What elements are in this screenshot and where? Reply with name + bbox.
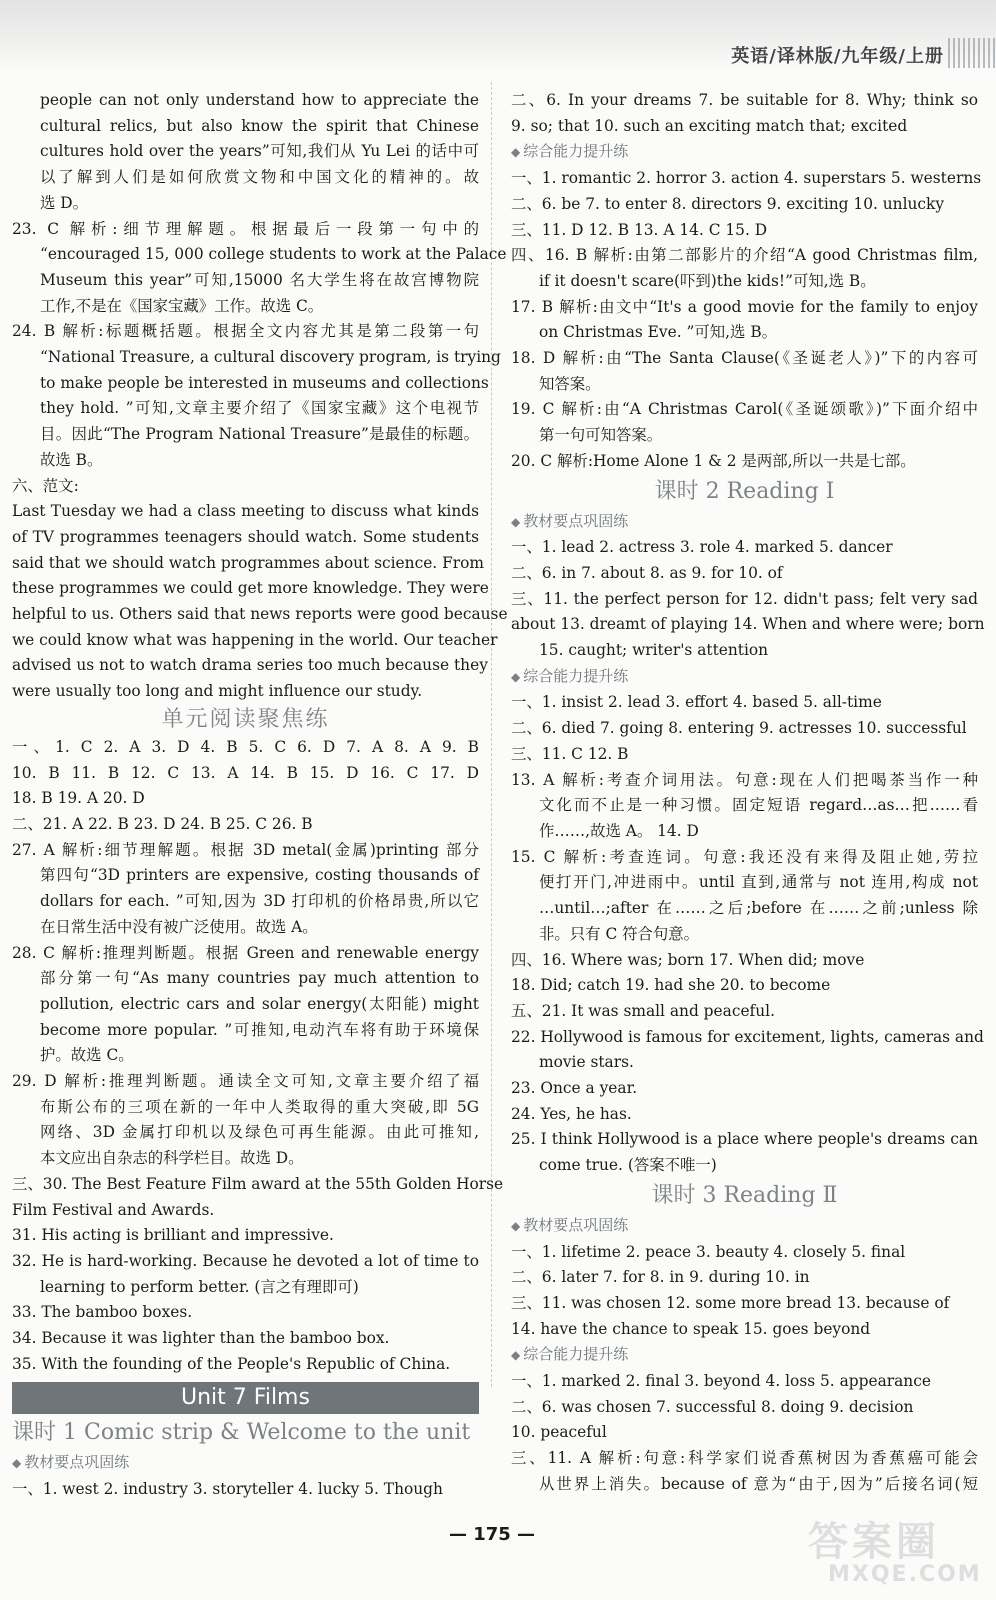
sub-heading: [511, 509, 978, 536]
unit-title-bar: Unit 7 Films: [12, 1382, 479, 1414]
text-line: “National Treasure, a cultural discovery program, is trying: [40, 348, 501, 367]
text-line: 五、21. It was small and peaceful.: [511, 1001, 775, 1020]
text-line: people can not only understand how to appreciate the: [40, 91, 479, 109]
sub-heading-label: 教材要点巩固练: [523, 511, 629, 530]
text-line: 23. C 解析:细节理解题。根据最后一段第一句中的: [12, 219, 479, 238]
sub-heading-label: 教材要点巩固练: [24, 1453, 130, 1472]
diamond-icon: ◆: [511, 514, 521, 529]
text-line: 10. peaceful: [511, 1423, 607, 1442]
text-line: 从世界上消失。because of 意为“由于,因为”后接名词(短: [539, 1474, 978, 1493]
diamond-icon: ◆: [511, 145, 521, 160]
text-line: 第一句可知答案。: [539, 426, 663, 445]
text-line: 18. D 解析:由“The Santa Clause(《圣诞老人》)”下的内容可: [511, 349, 978, 368]
answer-block-3: [12, 1477, 479, 1503]
answer-block-r4: [511, 690, 984, 1178]
text-line: pollution, electric cars and solar energy(太阳能) might: [40, 994, 479, 1013]
text-line: 一、1. insist 2. lead 3. effort 4. based 5. all-time: [511, 693, 882, 712]
text-line: 18. Did; catch 19. had she 20. to become: [511, 976, 831, 995]
text-line: 二、6. be 7. to enter 8. directors 9. exciting 10. unlucky: [511, 194, 945, 213]
text-line: 13. A 解析:考查介词用法。句意:现在人们把喝茶当作一种: [511, 770, 978, 789]
text-line: “encouraged 15, 000 college students to work at the Palace: [40, 245, 507, 264]
text-line: Last Tuesday we had a class meeting to discuss what kinds: [12, 502, 479, 521]
watermark-text: 答案圈: [808, 1519, 940, 1565]
text-line: 二、6. later 7. for 8. in 9. during 10. in: [511, 1268, 810, 1287]
text-line: 35. With the founding of the People's Republic of China.: [12, 1354, 451, 1373]
text-line: 15. caught; writer's attention: [539, 641, 769, 660]
text-line: 一、1. lead 2. actress 3. role 4. marked 5. dancer: [511, 538, 893, 557]
text-line: 27. A 解析:细节理解题。根据 3D metal(金属)printing 部分: [12, 840, 479, 859]
answer-block-r1: [511, 88, 978, 139]
left-column: [12, 88, 508, 1503]
lesson-title-3: 课时 3 Reading Ⅱ: [651, 1182, 838, 1208]
text-line: 23. Once a year.: [511, 1079, 638, 1098]
text-line: 四、16. Where was; born 17. When did; move: [511, 950, 865, 969]
text-line: 31. His acting is brilliant and impressive.: [12, 1226, 334, 1245]
text-line: 一、1. romantic 2. horror 3. action 4. superstars 5. westerns: [511, 169, 982, 188]
sub-heading-label: 综合能力提升练: [523, 142, 629, 161]
text-line: become more popular. ”可推知,电动汽车将有助于环境保: [40, 1020, 479, 1039]
sub-heading: [511, 139, 978, 166]
text-line: Film Festival and Awards.: [12, 1200, 215, 1219]
text-line: cultures hold over the years”可知,我们从 Yu Lei 的话中可: [40, 142, 479, 161]
text-line: 29. D 解析:推理判断题。通读全文可知,文章主要介绍了福: [12, 1072, 479, 1091]
text-line: 文化而不止是一种习惯。固定短语 regard…as…把……看: [539, 796, 978, 815]
answer-block-r5: [511, 1240, 978, 1343]
text-line: about 13. dreamt of playing 14. When and where were; born: [511, 615, 985, 634]
text-line: 网络、3D 金属打印机以及绿色可再生能源。由此可推知,: [40, 1123, 479, 1142]
text-line: 便打开门,冲进雨中。until 直到,通常与 not 连用,构成 not: [539, 873, 978, 892]
text-line: 17. B 解析:由文中“It's a good movie for the family to enjoy: [511, 297, 978, 316]
text-line: if it doesn't scare(吓到)the kids!”可知,选 B。: [539, 271, 876, 290]
diamond-icon: ◆: [511, 1218, 521, 1233]
text-line: 非。只有 C 符合句意。: [539, 924, 700, 943]
watermark-logo: [808, 1510, 984, 1590]
text-line: come true. (答案不唯一): [539, 1156, 717, 1175]
watermark-url: MXQE.COM: [828, 1562, 982, 1587]
text-line: 二、6. was chosen 7. successful 8. doing 9. decision: [511, 1397, 914, 1416]
text-line: 选 D。: [40, 193, 89, 212]
sub-heading: [12, 1450, 479, 1477]
text-line: said that we should watch programmes about science. From: [12, 553, 484, 572]
text-line: learning to perform better. (言之有理即可): [40, 1277, 359, 1296]
text-line: 六、范文:: [12, 476, 79, 495]
text-line: we could know what was happening in the world. Our teacher: [12, 630, 498, 649]
text-line: 二、6. in 7. about 8. as 9. for 10. of: [511, 563, 783, 582]
text-line: advised us not to watch drama series too much because they: [12, 656, 488, 675]
text-line: 工作,不是在《国家宝藏》工作。故选 C。: [40, 296, 324, 315]
text-line: 15. C 解析:考查连词。句意:我还没有来得及阻止她,劳拉: [511, 847, 978, 866]
text-line: dollars for each. ”可知,因为 3D 打印机的价格昂贵,所以它: [40, 892, 479, 911]
header-title: 英语/译林版/九年级/上册: [731, 46, 944, 67]
text-line: 一、1. lifetime 2. peace 3. beauty 4. closely 5. final: [511, 1242, 906, 1261]
text-line: 布斯公布的三项在新的一年中人类取得的重大突破,即 5G: [40, 1097, 479, 1116]
text-line: on Christmas Eve. ”可知,选 B。: [539, 323, 778, 342]
text-line: 18. B 19. A 20. D: [12, 789, 145, 808]
sub-heading-label: 综合能力提升练: [523, 666, 629, 685]
sub-heading-label: 综合能力提升练: [523, 1345, 629, 1364]
header-decoration: [948, 38, 996, 68]
right-column: [511, 88, 985, 1498]
diamond-icon: ◆: [12, 1456, 22, 1471]
text-line: 24. Yes, he has.: [511, 1104, 632, 1123]
text-line: 护。故选 C。: [40, 1046, 134, 1065]
text-line: 14. have the chance to speak 15. goes beyond: [511, 1319, 871, 1338]
lesson-title-1: 课时 1 Comic strip & Welcome to the unit: [12, 1420, 471, 1446]
text-line: 以了解到人们是如何欣赏文物和中国文化的精神的。故: [40, 168, 479, 187]
text-line: 目。因此“The Program National Treasure”是最佳的标题。: [40, 425, 479, 444]
sub-heading: [511, 1342, 978, 1369]
text-line: 一、1. west 2. industry 3. storyteller 4. lucky 5. Though: [12, 1480, 443, 1499]
page-number: — 175 —: [448, 1524, 536, 1545]
answer-block-r2: [511, 166, 982, 474]
text-line: 部分第一句“As many countries pay much attention to: [40, 969, 479, 988]
text-line: 在日常生活中没有被广泛使用。故选 A。: [40, 917, 318, 936]
diamond-icon: ◆: [511, 669, 521, 684]
text-line: 三、11. D 12. B 13. A 14. C 15. D: [511, 220, 768, 239]
text-line: 三、11. the perfect person for 12. didn't pass; felt very sad: [511, 589, 978, 608]
text-line: 知答案。: [539, 374, 601, 393]
sub-heading-label: 教材要点巩固练: [523, 1215, 629, 1234]
answer-block-1: [12, 88, 508, 705]
text-line: these programmes we could get more knowledge. They were: [12, 579, 489, 598]
text-line: 三、30. The Best Feature Film award at the 55th Golden Horse: [12, 1174, 504, 1193]
text-line: 22. Hollywood is famous for excitement, lights, cameras and: [511, 1027, 984, 1046]
section-title: 单元阅读聚焦练: [161, 706, 330, 732]
text-line: 二、6. died 7. going 8. entering 9. actresses 10. successful: [511, 719, 967, 738]
text-line: 三、11. A 解析:句意:科学家们说香蕉树因为香蕉癌可能会: [511, 1449, 978, 1468]
text-line: 20. C 解析:Home Alone 1 & 2 是两部,所以一共是七部。: [511, 451, 916, 470]
text-line: 三、11. C 12. B: [511, 744, 629, 763]
text-line: helpful to us. Others said that news reports were good because: [12, 605, 508, 624]
text-line: cultural relics, but also know the spirit that Chinese: [40, 116, 479, 135]
text-line: 33. The bamboo boxes.: [12, 1303, 193, 1322]
text-line: 24. B 解析:标题概括题。根据全文内容尤其是第二段第一句: [12, 322, 479, 341]
sub-heading: [511, 664, 978, 691]
diamond-icon: ◆: [511, 1348, 521, 1363]
text-line: Museum this year”可知,15000 名大学生将在故宫博物院: [40, 270, 479, 289]
text-line: 9. so; that 10. such an exciting match that; excited: [511, 116, 908, 135]
answer-block-2: [12, 735, 504, 1378]
text-line: movie stars.: [539, 1053, 634, 1072]
text-line: 32. He is hard-working. Because he devoted a lot of time to: [12, 1251, 479, 1270]
text-line: 二、6. In your dreams 7. be suitable for 8. Why; think so: [511, 91, 978, 109]
text-line: 一、1. marked 2. final 3. beyond 4. loss 5. appearance: [511, 1372, 931, 1391]
text-line: they hold. ”可知,文章主要介绍了《国家宝藏》这个电视节: [40, 399, 479, 418]
text-line: were usually too long and might influence our study.: [12, 682, 423, 701]
text-line: to make people be interested in museums and collections: [40, 373, 489, 392]
text-line: 二、21. A 22. B 23. D 24. B 25. C 26. B: [12, 814, 313, 833]
text-line: 28. C 解析:推理判断题。根据 Green and renewable energy: [12, 943, 479, 962]
text-line: 本文应出自杂志的科学栏目。故选 D。: [40, 1149, 304, 1168]
sub-heading: [511, 1213, 978, 1240]
lesson-title-2: 课时 2 Reading Ⅰ: [654, 478, 835, 504]
text-line: 19. C 解析:由“A Christmas Carol(《圣诞颂歌》)”下面介绍中: [511, 400, 978, 419]
text-line: 一、1. C 2. A 3. D 4. B 5. C 6. D 7. A 8. A 9. B: [12, 737, 479, 756]
text-line: …until…;after 在……之后;before 在……之前;unless 除: [539, 899, 978, 918]
text-line: 10. B 11. B 12. C 13. A 14. B 15. D 16. C 17. D: [12, 763, 479, 782]
answer-block-r6: [511, 1369, 978, 1498]
text-line: 25. I think Hollywood is a place where people's dreams can: [511, 1130, 978, 1149]
text-line: 34. Because it was lighter than the bamboo box.: [12, 1329, 390, 1348]
text-line: of TV programmes teenagers should watch. Some students: [12, 527, 479, 546]
text-line: 四、16. B 解析:由第二部影片的介绍“A good Christmas film,: [511, 246, 978, 265]
text-line: 第四句“3D printers are expensive, costing thousands of: [40, 866, 479, 885]
text-line: 故选 B。: [40, 450, 103, 469]
text-line: 作……,故选 A。 14. D: [539, 821, 699, 840]
answer-block-r3: [511, 535, 985, 664]
text-line: 三、11. was chosen 12. some more bread 13. because of: [511, 1293, 950, 1312]
